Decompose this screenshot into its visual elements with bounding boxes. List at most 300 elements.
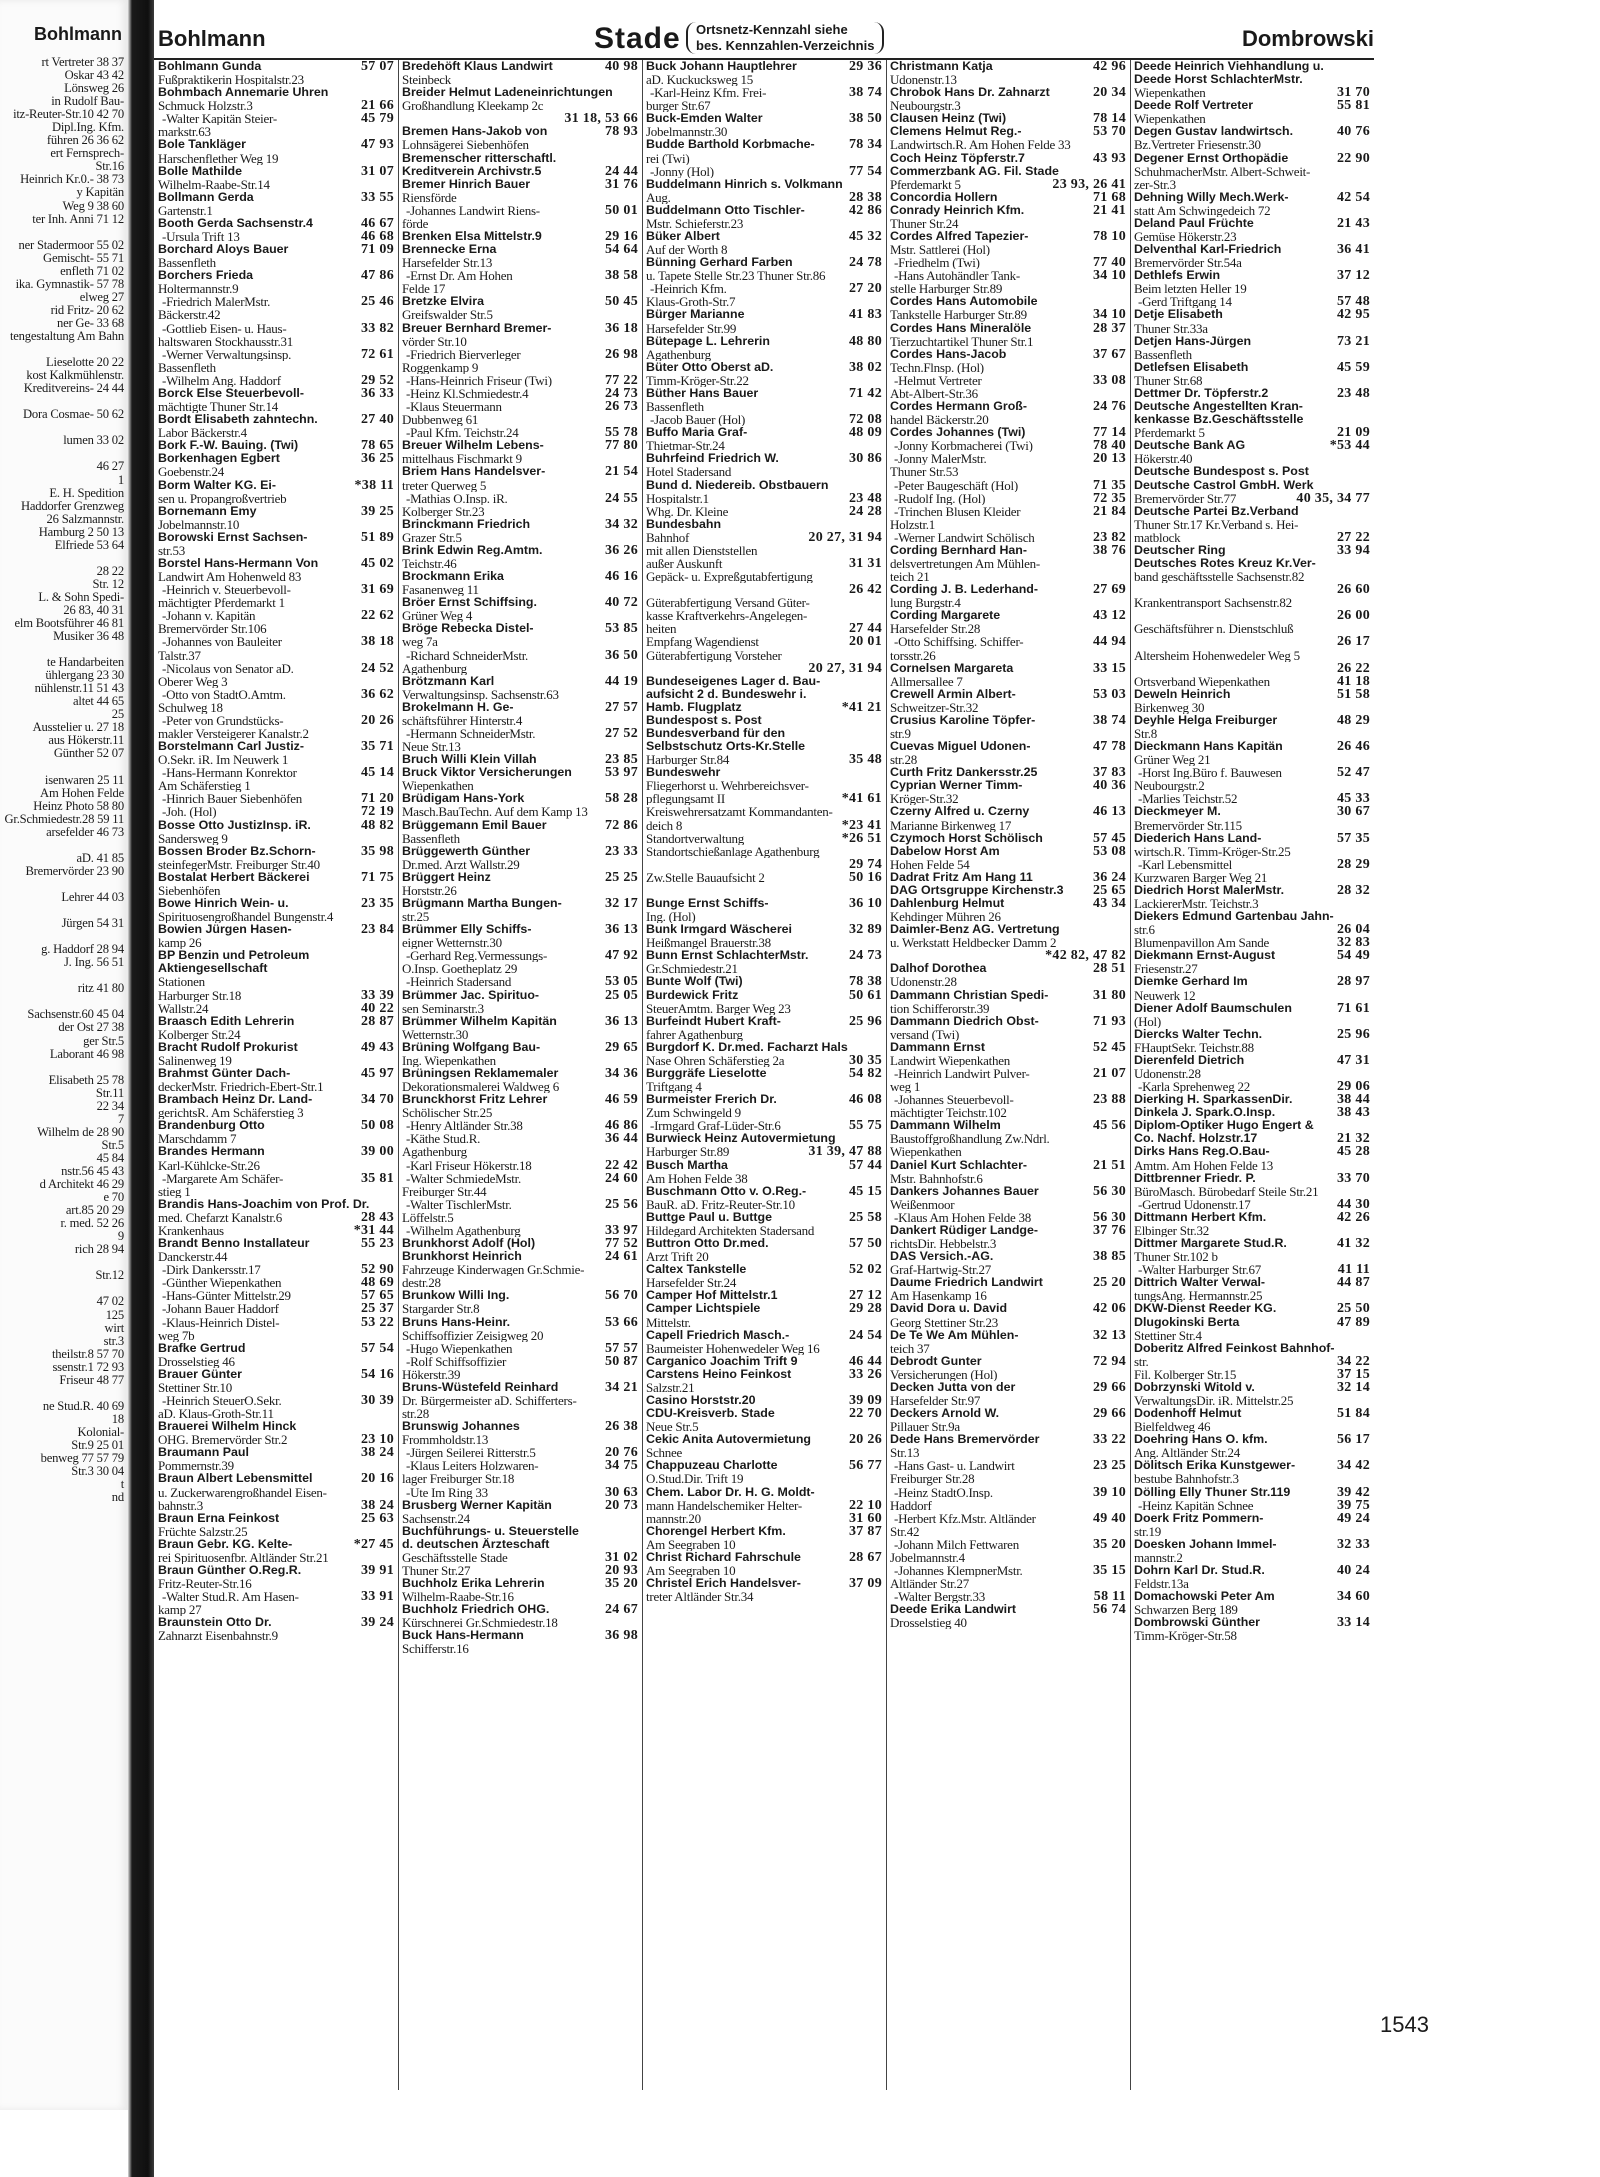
directory-entry xyxy=(1130,622,1374,635)
previous-page-line: in Rudolf Bau- xyxy=(51,95,124,109)
entry-text: Bremer Hinrich Bauer xyxy=(402,177,531,191)
entry-text: Udonenstr.28 xyxy=(890,975,957,989)
phone-number: 25 20 xyxy=(1093,1276,1126,1290)
entry-text: Braunstein Otto Dr. xyxy=(158,1616,272,1630)
directory-entry xyxy=(398,125,642,138)
directory-entry xyxy=(1130,662,1374,675)
directory-entry xyxy=(886,792,1130,805)
entry-text: (Hol) xyxy=(1134,1014,1161,1028)
directory-entry xyxy=(642,1224,886,1237)
entry-text: Bunk Irmgard Wäscherei xyxy=(646,923,792,937)
previous-page-line: 47 02 xyxy=(96,1295,124,1309)
directory-entry xyxy=(154,1629,398,1642)
entry-text: Breuer Wilhelm Lebens- xyxy=(402,439,544,453)
entry-text: Harburger Str.18 xyxy=(158,988,242,1002)
previous-page-line: Am Hohen Felde xyxy=(40,786,124,800)
entry-text: Dölling Elly Thuner Str.119 xyxy=(1134,1485,1291,1499)
directory-entry xyxy=(398,1433,642,1446)
directory-entry xyxy=(886,675,1130,688)
phone-number: 33 97 xyxy=(605,1223,638,1238)
phone-number: 72 19 xyxy=(361,805,394,819)
entry-text: kamp 26 xyxy=(158,936,202,950)
directory-entry xyxy=(154,714,398,727)
phone-number: 29 36 xyxy=(849,60,882,74)
phone-number: 38 85 xyxy=(1093,1250,1126,1264)
entry-text: Schmuck Holzstr.3 xyxy=(158,99,253,113)
entry-text: Czerny Alfred u. Czerny xyxy=(890,805,1030,819)
directory-entry xyxy=(398,1551,642,1564)
entry-text: Timm-Kröger-Str.58 xyxy=(1134,1629,1237,1643)
directory-entry xyxy=(398,308,642,321)
phone-number: 37 76 xyxy=(1093,1223,1126,1238)
entry-text: Dirks Hans Reg.O.Bau- xyxy=(1134,1145,1270,1159)
entry-text: Christmann Katja xyxy=(890,60,993,73)
directory-entry xyxy=(1130,583,1374,596)
directory-column-5 xyxy=(1130,60,1374,2090)
previous-page-line: Jürgen 54 31 xyxy=(61,917,124,931)
phone-number: 77 40 xyxy=(1093,256,1126,270)
phone-number: 24 61 xyxy=(605,1250,638,1264)
directory-entry xyxy=(154,1446,398,1459)
entry-text: Friesenstr.27 xyxy=(1134,962,1198,976)
entry-text: Heißmangel Brauerstr.38 xyxy=(646,936,771,950)
directory-entry xyxy=(1130,165,1374,178)
phone-number: 34 36 xyxy=(605,1067,638,1081)
directory-entry xyxy=(1130,675,1374,688)
directory-entry xyxy=(1130,152,1374,165)
entry-text: bestube Bahnhofstr.3 xyxy=(1134,1472,1239,1486)
entry-text: Kreiswehrersatzamt Kommandanten- xyxy=(646,805,833,819)
directory-entry xyxy=(886,1250,1130,1263)
entry-text: Altländer Str.27 xyxy=(890,1577,970,1591)
phone-number: *53 44 xyxy=(1329,439,1370,453)
entry-text: Feldstr.13a xyxy=(1134,1577,1189,1591)
phone-number: 29 66 xyxy=(1093,1407,1126,1421)
entry-text: Dalhof Dorothea xyxy=(890,962,987,976)
phone-number: 39 42 xyxy=(1337,1485,1370,1499)
entry-text: Bremenscher ritterschaftl. xyxy=(402,151,557,165)
phone-number: 36 13 xyxy=(605,923,638,937)
directory-entry xyxy=(886,452,1130,465)
directory-entry xyxy=(1130,452,1374,465)
entry-text: Cordes Alfred Tapezier- xyxy=(890,230,1029,244)
phone-number: 50 16 xyxy=(849,870,882,884)
directory-entry xyxy=(886,178,1130,191)
directory-entry xyxy=(886,230,1130,243)
entry-text: stelle Harburger Str.89 xyxy=(890,282,1003,296)
entry-text: rei Spirituosenfbr. Altländer Str.21 xyxy=(158,1550,329,1564)
entry-text: -Heinz StadtO.Insp. xyxy=(894,1485,993,1499)
entry-text: Diercks Walter Techn. xyxy=(1134,1027,1263,1041)
phone-number: 77 54 xyxy=(849,164,882,178)
directory-entry xyxy=(1130,112,1374,125)
directory-entry xyxy=(154,1499,398,1512)
entry-text: Steinbeck xyxy=(402,73,452,87)
entry-text: versand (Twi) xyxy=(890,1027,960,1041)
directory-entry xyxy=(886,936,1130,949)
phone-number: 33 15 xyxy=(1093,661,1126,675)
previous-page-line: art.85 20 29 xyxy=(65,1204,124,1218)
directory-entry xyxy=(642,256,886,269)
directory-entry xyxy=(642,557,886,570)
entry-text: Dr. Bürgermeister aD. Schifferters- xyxy=(402,1393,577,1408)
directory-entry xyxy=(886,635,1130,648)
entry-text: Sandersweg 9 xyxy=(158,831,228,845)
phone-number: 43 93 xyxy=(1093,151,1126,165)
entry-text: Braun Erna Feinkost xyxy=(158,1511,280,1525)
entry-text: Buhrfeind Friedrich W. xyxy=(646,452,779,466)
entry-text: Brunkow Willi Ing. xyxy=(402,1289,510,1303)
entry-text: Teichstr.46 xyxy=(402,556,457,571)
directory-entry xyxy=(398,1250,642,1263)
entry-text: Bassenfleth xyxy=(158,256,216,270)
entry-text: -Werner Verwaltungsinsp. xyxy=(162,347,292,361)
entry-text: Borstel Hans-Hermann Von xyxy=(158,556,319,570)
directory-entry xyxy=(886,295,1130,308)
directory-entry xyxy=(642,531,886,544)
entry-text: Gr.Schmiedestr.21 xyxy=(646,962,738,976)
directory-entry xyxy=(642,217,886,230)
entry-text: Fliegerhorst u. Wehrbereichsver- xyxy=(646,779,809,793)
entry-text: Ing. Wiepenkathen xyxy=(402,1053,496,1068)
entry-text: Bornemann Emy xyxy=(158,504,257,518)
entry-text: Mstr. Sattlerei (Hol) xyxy=(890,243,990,257)
directory-entry xyxy=(886,714,1130,727)
directory-entry xyxy=(154,1263,398,1276)
header-note-line1: Ortsnetz-Kennzahl siehe xyxy=(696,22,848,37)
entry-text: Georg Stettiner Str.23 xyxy=(890,1315,999,1329)
directory-entry xyxy=(886,322,1130,335)
entry-text: Karl-Kühlcke-Str.26 xyxy=(158,1158,260,1172)
phone-number: 27 40 xyxy=(361,413,394,427)
directory-entry xyxy=(886,1525,1130,1538)
directory-entry xyxy=(154,949,398,962)
entry-text: -Walter SchmiedeMstr. xyxy=(406,1171,522,1185)
directory-entry xyxy=(154,1368,398,1381)
entry-text: Thuner Str.53 xyxy=(890,465,959,479)
directory-entry xyxy=(642,596,886,609)
directory-entry xyxy=(398,465,642,478)
entry-text: Bolle Mathilde xyxy=(158,164,242,178)
entry-text: -Richard SchneiderMstr. xyxy=(406,648,529,662)
entry-text: -Gertrud Udonenstr.17 xyxy=(1138,1197,1251,1211)
entry-text: Chrobok Hans Dr. Zahnarzt xyxy=(890,86,1050,100)
entry-text: Diemke Gerhard Im xyxy=(1134,975,1248,989)
directory-entry xyxy=(886,949,1130,962)
phone-number: 78 10 xyxy=(1093,230,1126,244)
directory-entry xyxy=(1130,1080,1374,1093)
directory-entry xyxy=(398,1472,642,1485)
entry-text: Caltex Tankstelle xyxy=(646,1263,747,1277)
previous-page-line: L. & Sohn Spedi- xyxy=(38,590,124,604)
directory-entry xyxy=(642,1525,886,1538)
directory-entry xyxy=(642,492,886,505)
directory-entry xyxy=(642,191,886,204)
phone-number: 23 88 xyxy=(1093,1093,1126,1107)
entry-text: weg 1 xyxy=(890,1080,921,1094)
entry-text: Mittelstr. xyxy=(646,1315,691,1329)
directory-entry xyxy=(398,989,642,1002)
directory-entry xyxy=(886,1159,1130,1172)
phone-number: 22 90 xyxy=(1337,151,1370,165)
directory-entry xyxy=(1130,1237,1374,1250)
directory-entry xyxy=(398,1015,642,1028)
directory-entry xyxy=(886,1198,1130,1211)
directory-entry xyxy=(398,622,642,635)
entry-text: Am Hasenkamp 16 xyxy=(890,1289,987,1303)
directory-entry xyxy=(642,675,886,688)
phone-number: 38 24 xyxy=(361,1446,394,1460)
phone-number: 39 25 xyxy=(361,504,394,518)
phone-number: 26 22 xyxy=(1337,661,1370,675)
entry-text: -Käthe Stud.R. xyxy=(406,1132,481,1146)
directory-entry xyxy=(398,178,642,191)
entry-text: Dubbenweg 61 xyxy=(402,413,479,427)
entry-text: Buschmann Otto v. O.Reg.- xyxy=(646,1184,807,1198)
entry-text: Pillauer Str.9a xyxy=(890,1420,960,1434)
phone-number: 21 51 xyxy=(1093,1158,1126,1172)
entry-text: Salzstr.21 xyxy=(646,1380,695,1394)
entry-text: band geschäftsstelle Sachsenstr.82 xyxy=(1134,570,1305,584)
directory-entry xyxy=(398,217,642,230)
entry-text: -Johannes Landwirt Riens- xyxy=(406,203,540,217)
phone-number: 33 70 xyxy=(1337,1171,1370,1185)
previous-page-line: 46 27 xyxy=(96,460,124,474)
directory-entry xyxy=(398,479,642,492)
entry-text: Kürschnerei Gr.Schmiedestr.18 xyxy=(402,1616,558,1630)
entry-text: Freiburger Str.28 xyxy=(890,1472,975,1486)
directory-entry xyxy=(398,596,642,609)
previous-page-line: ssenstr.1 72 93 xyxy=(52,1360,124,1374)
phone-number: 48 09 xyxy=(849,426,882,440)
phone-number: 54 49 xyxy=(1337,949,1370,963)
directory-entry xyxy=(398,374,642,387)
entry-text: Co. Nachf. Holzstr.17 xyxy=(1134,1132,1258,1146)
entry-text: Dinkela J. Spark.O.Insp. xyxy=(1134,1106,1276,1120)
phone-number: 55 75 xyxy=(849,1119,882,1133)
phone-number: 35 20 xyxy=(605,1577,638,1591)
phone-number: 51 84 xyxy=(1337,1407,1370,1421)
entry-text: Braun Gebr. KG. Kelte- xyxy=(158,1537,293,1551)
entry-text: Birkenweg 30 xyxy=(1134,700,1205,714)
entry-text: Kurzwaren Barger Weg 21 xyxy=(1134,870,1268,884)
entry-text: -Ute Im Ring 33 xyxy=(406,1485,488,1499)
entry-text: Büter Otto Oberst aD. xyxy=(646,360,774,374)
directory-entry xyxy=(154,1433,398,1446)
phone-number: 53 08 xyxy=(1093,844,1126,858)
entry-text: Burgdorf K. Dr.med. Facharzt Hals xyxy=(646,1040,848,1054)
phone-number: 24 54 xyxy=(849,1328,882,1342)
phone-number: 77 22 xyxy=(605,373,638,387)
directory-entry xyxy=(398,1394,642,1407)
entry-text: Harsefelder Str.97 xyxy=(890,1393,981,1408)
entry-text: Jobelmannstr.30 xyxy=(646,125,728,139)
directory-entry xyxy=(642,178,886,191)
directory-column-2 xyxy=(398,60,643,2090)
previous-page-line: Friseur 48 77 xyxy=(59,1373,124,1387)
directory-entry xyxy=(642,1302,886,1315)
phone-number: 50 01 xyxy=(605,203,638,217)
directory-entry xyxy=(398,1525,642,1538)
directory-entry xyxy=(398,766,642,779)
phone-number: 32 89 xyxy=(849,923,882,937)
phone-number: 35 15 xyxy=(1093,1563,1126,1578)
entry-text: treter Querweg 5 xyxy=(402,478,487,492)
phone-number: 24 76 xyxy=(1093,400,1126,414)
entry-text: -Hans-Günter Mittelstr.29 xyxy=(162,1289,291,1303)
entry-text: Freiburger Str.44 xyxy=(402,1184,487,1198)
directory-entry xyxy=(642,518,886,531)
entry-text: Landwirtsch.R. Am Hohen Felde 33 xyxy=(890,138,1071,152)
directory-entry xyxy=(398,73,642,86)
entry-text: Breuer Bernhard Bremer- xyxy=(402,321,552,335)
entry-text: Thietmar-Str.24 xyxy=(646,439,725,453)
entry-text: Neubourgstr.2 xyxy=(1134,779,1205,793)
directory-entry xyxy=(154,1106,398,1119)
directory-entry xyxy=(398,1119,642,1132)
entry-text: -Wilhelm Ang. Haddorf xyxy=(162,373,281,387)
directory-entry xyxy=(154,845,398,858)
phone-number: 78 93 xyxy=(605,125,638,139)
entry-text: Frommholdstr.13 xyxy=(402,1433,489,1447)
entry-text: eigner Wetternstr.30 xyxy=(402,936,502,950)
directory-entry xyxy=(154,1198,398,1211)
phone-number: 50 87 xyxy=(605,1354,638,1368)
right-margin xyxy=(1374,18,1600,2108)
phone-number: 30 35 xyxy=(849,1053,882,1068)
entry-text: Thuner Str.27 xyxy=(402,1563,471,1578)
phone-number: 49 24 xyxy=(1337,1511,1370,1525)
previous-page-line: Laborant 46 98 xyxy=(49,1047,124,1061)
entry-text: Harburger Str.89 xyxy=(646,1145,730,1159)
entry-text: Drosselstieg 46 xyxy=(158,1354,235,1368)
directory-entry xyxy=(886,413,1130,426)
directory-entry xyxy=(398,1224,642,1237)
phone-number: *27 45 xyxy=(353,1537,394,1551)
phone-number: 25 96 xyxy=(1337,1027,1370,1041)
previous-page-line: Str. 12 xyxy=(92,577,124,591)
entry-text: Mstr. Bahnhofstr.6 xyxy=(890,1171,983,1185)
directory-entry xyxy=(886,1616,1130,1629)
directory-entry xyxy=(398,1159,642,1172)
directory-entry xyxy=(886,923,1130,936)
entry-text: Bole Tankläger xyxy=(158,138,246,152)
phone-number: 46 13 xyxy=(1093,805,1126,819)
directory-entry xyxy=(642,975,886,988)
directory-entry xyxy=(398,1263,642,1276)
entry-text: Brüggemann Emil Bauer xyxy=(402,818,547,832)
entry-text: -Walter Stud.R. Am Hasen- xyxy=(162,1590,299,1604)
directory-entry xyxy=(1130,230,1374,243)
entry-text: Brink Edwin Reg.Amtm. xyxy=(402,543,543,557)
directory-entry xyxy=(642,962,886,975)
directory-entry xyxy=(398,426,642,439)
entry-text: Borck Else Steuerbevoll- xyxy=(158,386,304,400)
phone-number: 42 95 xyxy=(1337,308,1370,322)
directory-entry xyxy=(398,112,642,125)
entry-text: -Walter Bergstr.33 xyxy=(894,1590,985,1604)
directory-entry xyxy=(1130,1433,1374,1446)
directory-entry xyxy=(398,361,642,374)
directory-entry xyxy=(886,282,1130,295)
previous-page-line: 25 xyxy=(111,708,124,722)
entry-text: Brandt Benno Installateur xyxy=(158,1237,310,1251)
directory-entry xyxy=(642,1185,886,1198)
directory-entry xyxy=(642,112,886,125)
entry-text: Wallstr.24 xyxy=(158,1001,209,1015)
directory-entry xyxy=(398,1420,642,1433)
directory-entry xyxy=(154,439,398,452)
directory-entry xyxy=(1130,1525,1374,1538)
entry-text: Hildegard Architekten Stadersand xyxy=(646,1223,815,1238)
directory-entry xyxy=(398,871,642,884)
phone-number: 33 55 xyxy=(361,190,394,204)
phone-number: 30 67 xyxy=(1337,805,1370,819)
entry-text: Fahrzeuge Kinderwagen Gr.Schmie- xyxy=(402,1263,585,1277)
directory-entry xyxy=(398,635,642,648)
entry-text: aD. Kuckucksweg 15 xyxy=(646,73,754,87)
directory-entry xyxy=(886,1263,1130,1276)
entry-text: Dieckmeyer M. xyxy=(1134,805,1221,819)
entry-text: mannstr.2 xyxy=(1134,1550,1183,1564)
phone-number: 36 98 xyxy=(605,1629,638,1643)
directory-entry xyxy=(154,1145,398,1158)
directory-entry xyxy=(642,897,886,910)
directory-entry xyxy=(886,975,1130,988)
phone-number: 33 94 xyxy=(1337,543,1370,557)
header-last-entry: Dombrowski xyxy=(1241,26,1374,51)
directory-entry xyxy=(1130,766,1374,779)
entry-text: Großhandlung Kleekamp 2c xyxy=(402,99,544,113)
previous-page-line: Musiker 36 48 xyxy=(53,630,124,644)
entry-text: -Walter Harburger Str.67 xyxy=(1138,1263,1262,1277)
entry-text: Wilhelm-Raabe-Str.14 xyxy=(158,177,270,191)
phone-number: 43 12 xyxy=(1093,609,1126,623)
previous-page-fragment xyxy=(0,0,128,2110)
entry-text: -Heinrich Landwirt Pulver- xyxy=(894,1067,1030,1081)
previous-page-line: nühlenstr.11 51 43 xyxy=(34,682,124,696)
directory-entry xyxy=(886,649,1130,662)
entry-text: -Johann v. Kapitän xyxy=(162,609,256,623)
directory-entry xyxy=(154,1577,398,1590)
directory-entry xyxy=(154,1028,398,1041)
phone-number: 34 32 xyxy=(605,517,638,531)
entry-text: Dettmer Dr. Töpferstr.2 xyxy=(1134,386,1269,400)
directory-entry xyxy=(1130,701,1374,714)
previous-page-line: Heinz Photo 58 80 xyxy=(33,799,124,813)
previous-page-line: e 70 xyxy=(103,1191,124,1205)
directory-entry xyxy=(398,1054,642,1067)
directory-entry xyxy=(154,322,398,335)
directory-entry xyxy=(886,662,1130,675)
directory-entry xyxy=(1130,1211,1374,1224)
directory-entry xyxy=(642,1316,886,1329)
directory-entry xyxy=(398,727,642,740)
directory-entry xyxy=(886,1237,1130,1250)
entry-text: -Heinrich Stadersand xyxy=(406,975,512,989)
entry-text: Brüning Wolfgang Bau- xyxy=(402,1040,541,1054)
directory-entry xyxy=(1130,322,1374,335)
entry-text: Buck Hans-Hermann xyxy=(402,1629,524,1643)
phone-number: 47 89 xyxy=(1337,1315,1370,1329)
previous-page-line: d Architekt 46 29 xyxy=(39,1178,124,1192)
directory-entry xyxy=(154,1342,398,1355)
directory-entry xyxy=(398,1289,642,1302)
directory-entry xyxy=(886,1459,1130,1472)
phone-number: 22 62 xyxy=(361,609,394,623)
entry-text: deckerMstr. Friedrich-Ebert-Str.1 xyxy=(158,1080,324,1094)
entry-text: Cyprian Werner Timm- xyxy=(890,779,1023,793)
